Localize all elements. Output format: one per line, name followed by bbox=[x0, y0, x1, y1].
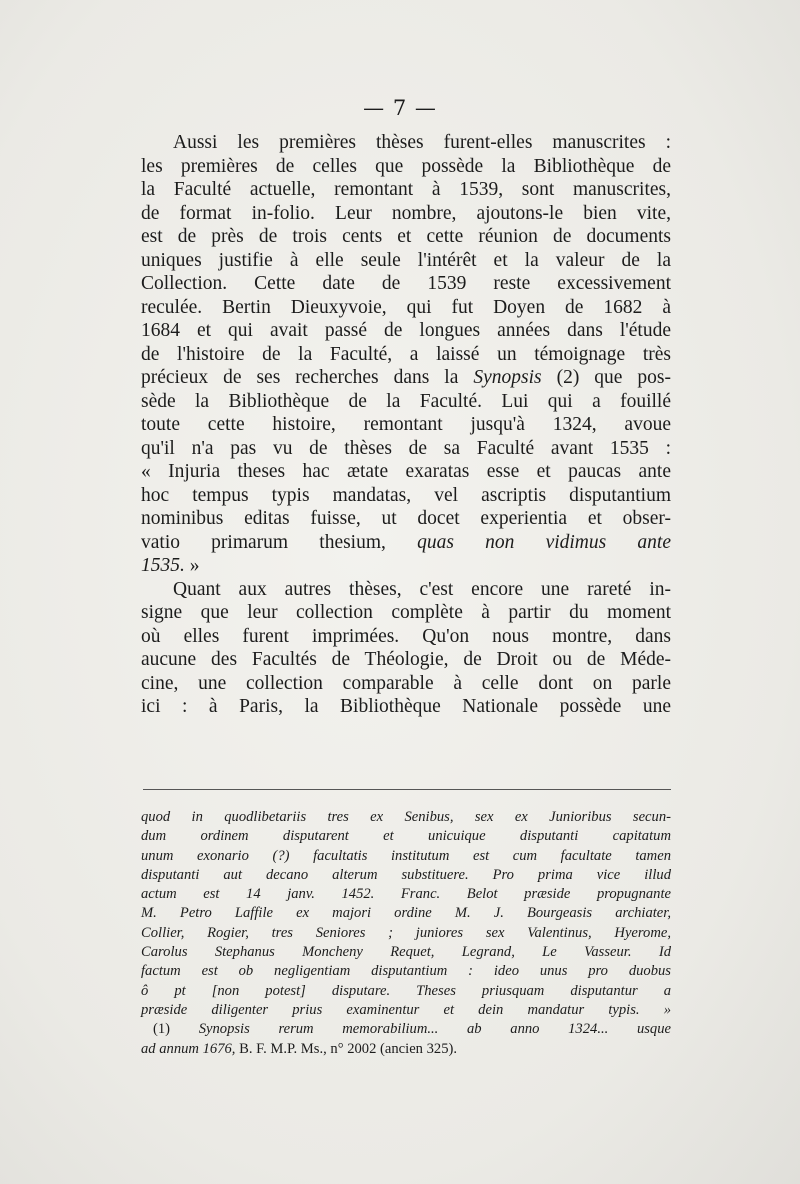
footnote-line: M. Petro Laffile ex majori ordine M. J. Bourgeasis archiater, bbox=[141, 905, 671, 922]
text-segment: (2) que pos- bbox=[541, 367, 671, 388]
text-line: est de près de trois cents et cette réunion de documents bbox=[141, 226, 671, 247]
text-line: cine, une collection comparable à celle dont on parle bbox=[141, 672, 671, 694]
text-line: 1684 et qui avait passé de longues années dans l'étude bbox=[141, 320, 671, 341]
footnote-title: Synopsis rerum memorabilium... ab anno 1324... usque bbox=[198, 1021, 671, 1038]
text-segment: vatio primarum thesium, bbox=[141, 531, 418, 553]
footnote-line: unum exonario (?) facultatis institutum est cum facultate tamen bbox=[141, 847, 671, 864]
text-line: les premières de celles que possède la Bibliothèque de bbox=[141, 155, 671, 177]
text-line-year bbox=[141, 554, 671, 578]
text-line: de format in-folio. Leur nombre, ajoutons-le bien vite, bbox=[141, 202, 671, 224]
text-segment: précieux de ses recherches dans la bbox=[141, 367, 474, 388]
footnotes bbox=[141, 808, 671, 1059]
italic-year: 1535. bbox=[141, 555, 185, 576]
text-line: la Faculté actuelle, remontant à 1539, sont manuscrites, bbox=[141, 179, 671, 200]
text-line: ici : à Paris, la Bibliothèque Nationale possède une bbox=[141, 696, 671, 717]
text-line: toute cette histoire, remontant jusqu'à 1324, avoue bbox=[141, 414, 671, 435]
footnote-line: præside diligenter prius examinentur et dein mandatur typis. » bbox=[141, 1001, 671, 1018]
text-line: nominibus editas fuisse, ut docet experientia et obser- bbox=[141, 508, 671, 529]
italic-segment: quas non vidimus ante bbox=[417, 531, 671, 553]
footnote-line: ô pt [non potest] disputare. Theses priusquam disputantur a bbox=[141, 982, 671, 999]
page-number: — 7 — bbox=[363, 96, 437, 120]
footnote-line: dum ordinem disputarent et unicuique disputanti capitatum bbox=[141, 828, 671, 845]
footnote-divider bbox=[143, 789, 671, 790]
footnote-italic: ad annum 1676, bbox=[141, 1040, 236, 1057]
text-line: signe que leur collection complète à partir du moment bbox=[141, 602, 671, 623]
text-line: aucune des Facultés de Théologie, de Droit ou de Méde- bbox=[141, 649, 671, 670]
text-line: de l'histoire de la Faculté, a laissé un témoignage très bbox=[141, 343, 671, 365]
footnote-number: (1) bbox=[153, 1021, 199, 1038]
synopsis-title: Synopsis bbox=[473, 367, 542, 388]
text-line: Aussi les premières thèses furent-elles manuscrites : bbox=[173, 132, 671, 153]
text-line: qu'il n'a pas vu de thèses de sa Faculté avant 1535 : bbox=[141, 437, 671, 459]
text-segment: » bbox=[184, 555, 200, 576]
text-line-quote bbox=[141, 531, 671, 555]
footnote-line: disputanti aut decano alterum substituere. Pro prima vice illud bbox=[141, 866, 671, 883]
footnote-line: Collier, Rogier, tres Seniores ; juniores sex Valentinus, Hyerome, bbox=[141, 924, 671, 941]
footnote-entry-cont bbox=[141, 1040, 671, 1059]
text-line: uniques justifie à elle seule l'intérêt et la valeur de la bbox=[141, 249, 671, 271]
footnote-line: quod in quodlibetariis tres ex Senibus, sex ex Junioribus secun- bbox=[141, 809, 671, 825]
text-line: reculée. Bertin Dieuxyvoie, qui fut Doyen de 1682 à bbox=[141, 296, 671, 318]
text-line: « Injuria theses hac ætate exaratas esse et paucas ante bbox=[141, 461, 671, 482]
text-line: où elles furent imprimées. Qu'on nous montre, dans bbox=[141, 625, 671, 647]
text-line: Collection. Cette date de 1539 reste excessivement bbox=[141, 273, 671, 294]
footnote-reference: B. F. M.P. Ms., n° 2002 (ancien 325). bbox=[235, 1040, 458, 1057]
body-text bbox=[141, 131, 671, 719]
footnote-line: factum est ob negligentiam disputantium : ideo unus pro duobus bbox=[141, 963, 671, 980]
text-line: Quant aux autres thèses, c'est encore une rareté in- bbox=[173, 578, 671, 600]
footnote-line: Carolus Stephanus Moncheny Requet, Legrand, Le Vasseur. Id bbox=[141, 944, 671, 961]
text-line-synopsis bbox=[141, 366, 671, 390]
footnote-entry bbox=[141, 1020, 671, 1039]
footnote-line: actum est 14 janv. 1452. Franc. Belot præside propugnante bbox=[141, 886, 671, 903]
text-line: sède la Bibliothèque de la Faculté. Lui qui a fouillé bbox=[141, 390, 671, 412]
text-line: hoc tempus typis mandatas, vel ascriptis disputantium bbox=[141, 484, 671, 506]
